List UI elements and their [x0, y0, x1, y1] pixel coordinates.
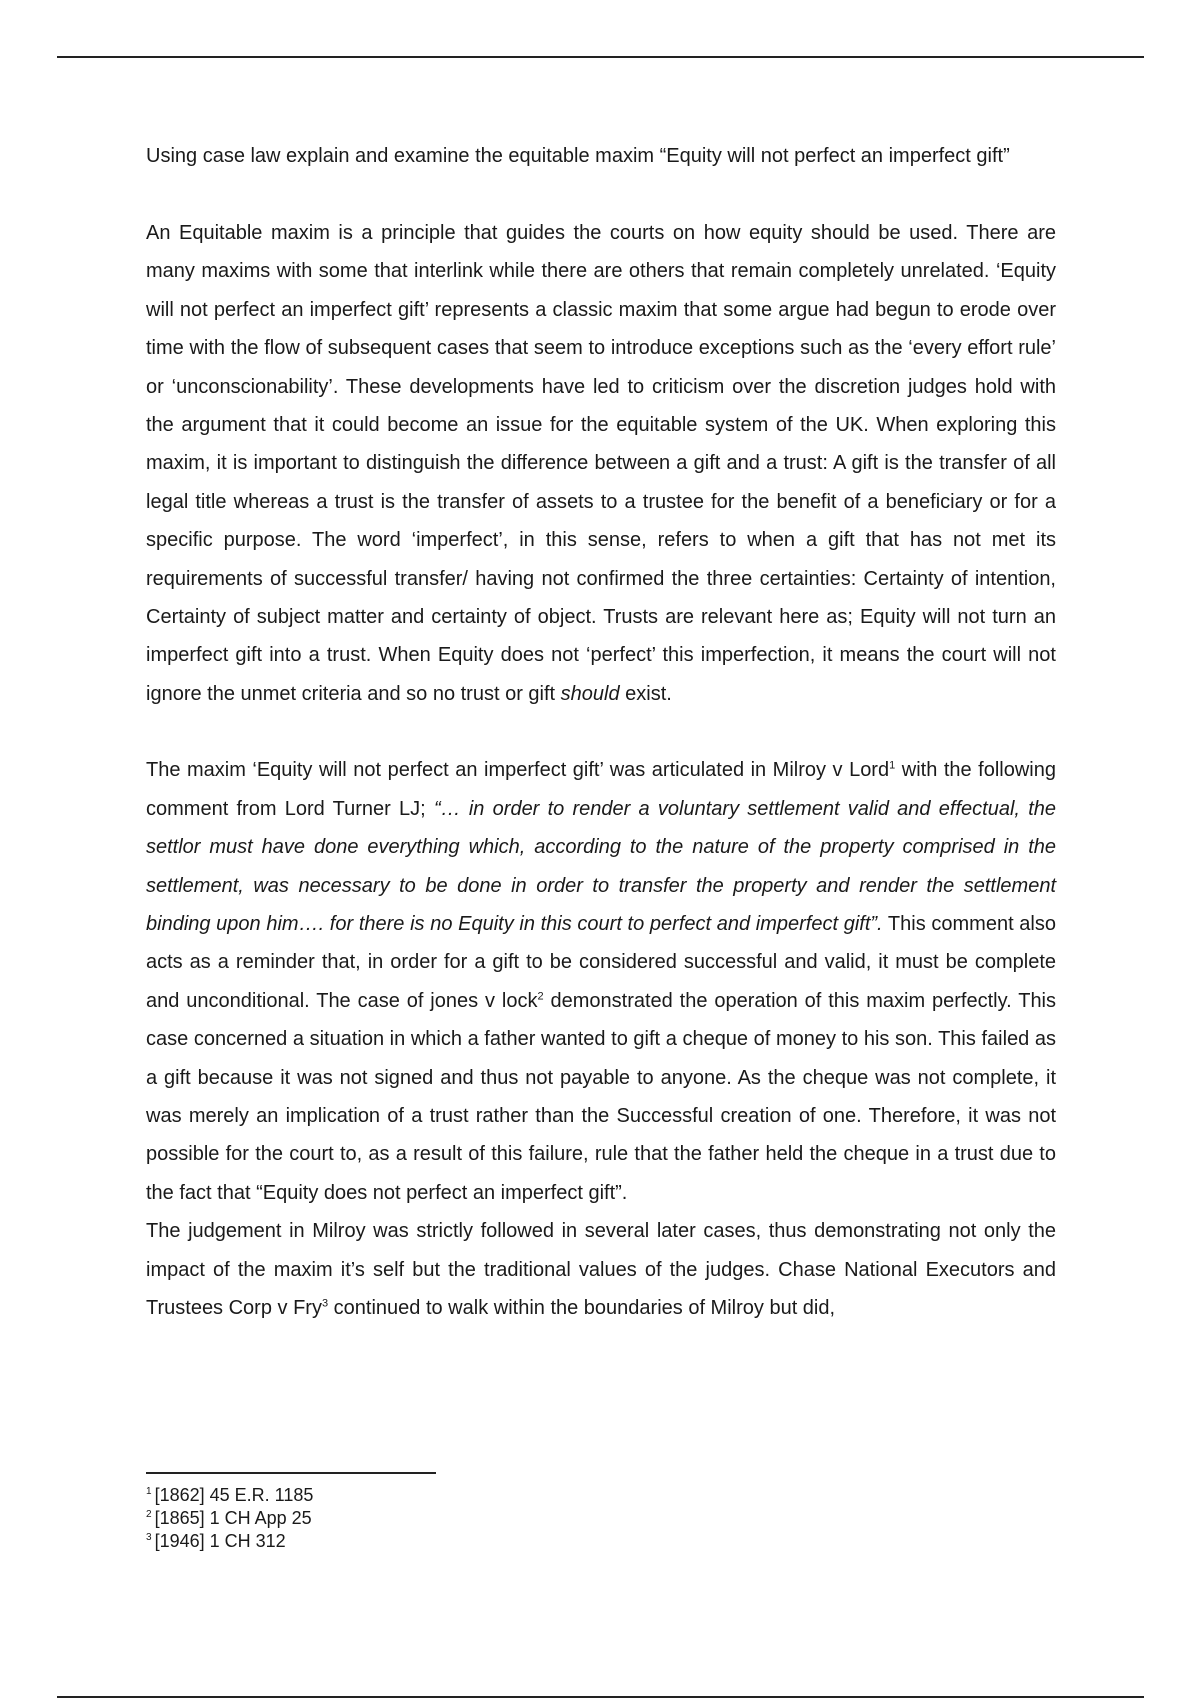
footnote-item [146, 1484, 746, 1507]
footnote-text: [1862] 45 E.R. 1185 [154, 1485, 314, 1505]
header-rule [57, 56, 1144, 58]
footnote-number: 3 [146, 1532, 152, 1543]
paragraph-text: continued to walk within the boundaries of Milroy but did, [328, 1296, 836, 1319]
footnote-ref-2: 2 [537, 990, 544, 1003]
footer-rule [57, 1696, 1144, 1698]
footnotes [146, 1484, 746, 1553]
paragraph-milroy [146, 751, 1056, 1212]
footnote-separator [146, 1472, 436, 1474]
paragraph-text: The judgement in Milroy was strictly followed in several later cases, thus demonstrating not only the impact of the maxim it’s self but the traditional values of the judges. Chase National Executors and Trustees Corp v Fry [146, 1220, 1056, 1319]
document-body [146, 144, 1056, 1327]
footnote-ref-1: 1 [889, 759, 896, 772]
footnote-text: [1946] 1 CH 312 [154, 1531, 286, 1551]
footnote-text: [1865] 1 CH App 25 [154, 1508, 312, 1528]
paragraph-introduction [146, 214, 1056, 713]
footnote-item [146, 1507, 746, 1530]
paragraph-text: with the following comment from Lord Turner LJ; [146, 759, 1056, 820]
paragraph-text: demonstrated the operation of this maxim perfectly. This case concerned a situation in which a father wanted to gift a cheque of money to his son. This failed as a gift because it was not signed and thus not payable to anyone. As the cheque was not complete, it was merely an implication of a trust rather than the Successful creation of one. Therefore, it was not possible for the court to, as a result of this failure, rule that the father held the cheque in a trust due to the fact that “Equity does not perfect an imperfect gift”. [146, 989, 1057, 1204]
emphasis-text: should [560, 682, 620, 705]
footnote-ref-3: 3 [321, 1297, 329, 1310]
footnote-number: 1 [146, 1486, 152, 1497]
paragraph-text: This comment also acts as a reminder that, in order for a gift to be considered successful and valid, it must be complete and unconditional. The case of jones v lock [146, 912, 1056, 1012]
paragraph-later-cases [146, 1212, 1056, 1327]
paragraph-text: exist. [619, 682, 672, 705]
paragraph-text: The maxim ‘Equity will not perfect an imperfect gift’ was articulated in Milroy v Lord [146, 759, 890, 782]
paragraph-text: An Equitable maxim is a principle that guides the courts on how equity should be used. There are many maxims with some that interlink while there are others that remain completely unrelated. ‘Equity will not perfect an imperfect gift’ represents a classic maxim that some argue had begun to erode over time with the flow of subsequent cases that seem to introduce exceptions such as the ‘every effort rule’ or ‘unconscionability’. These developments have led to criticism over the discretion judges hold with the argument that it could become an issue for the equitable system of the UK. When exploring this maxim, it is important to distinguish the difference between a gift and a trust: A gift is the transfer of all legal title whereas a trust is the transfer of assets to a trustee for the benefit of a beneficiary or for a specific purpose. The word ‘imperfect’, in this sense, refers to when a gift that has not met its requirements of successful transfer/ having not confirmed the three certainties: Certainty of intention, Certainty of subject matter and certainty of object. Trusts are relevant here as; Equity will not turn an imperfect gift into a trust. When Equity does not ‘perfect’ this imperfection, it means the court will not ignore the unmet criteria and so no trust or gift [146, 222, 1056, 705]
essay-title: Using case law explain and examine the equitable maxim “Equity will not perfect an imperfect gift” [146, 145, 1010, 167]
footnote-item [146, 1530, 746, 1553]
quotation-text: “… in order to render a voluntary settlement valid and effectual, the settlor must have done everything which, according to the nature of the property comprised in the settlement, was necessary to be done in order to transfer the property and render the settlement binding upon him…. for there is no Equity in this court to perfect and imperfect gift”. [146, 797, 1056, 935]
footnote-number: 2 [146, 1509, 152, 1520]
